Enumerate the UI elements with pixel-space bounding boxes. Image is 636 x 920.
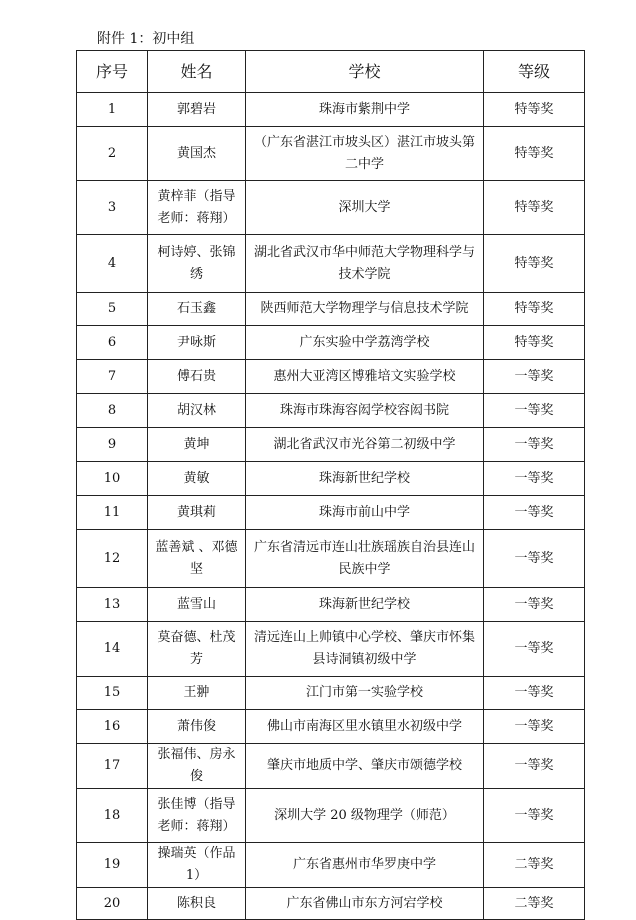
table-row [77, 710, 585, 744]
cell-name: 王翀 [148, 677, 246, 710]
table-row [77, 843, 585, 888]
cell-no: 8 [77, 394, 148, 428]
cell-school: 珠海市紫荆中学 [246, 93, 484, 127]
cell-level: 特等奖 [484, 235, 585, 293]
cell-level: 特等奖 [484, 127, 585, 181]
cell-no: 10 [77, 462, 148, 496]
table-row [77, 93, 585, 127]
header-school: 学校 [246, 51, 484, 93]
cell-school: （广东省湛江市坡头区）湛江市坡头第二中学 [246, 127, 484, 181]
cell-level: 一等奖 [484, 622, 585, 677]
header-name: 姓名 [148, 51, 246, 93]
cell-name: 蓝善斌 、邓德坚 [148, 530, 246, 588]
cell-school: 广东省佛山市东方河宕学校 [246, 888, 484, 920]
cell-level: 一等奖 [484, 530, 585, 588]
cell-name: 黄敏 [148, 462, 246, 496]
table-row [77, 127, 585, 181]
cell-school: 清远连山上帅镇中心学校、肇庆市怀集县诗洞镇初级中学 [246, 622, 484, 677]
cell-school: 惠州大亚湾区博雅培文实验学校 [246, 360, 484, 394]
table-row [77, 496, 585, 530]
cell-no: 5 [77, 293, 148, 326]
cell-school: 肇庆市地质中学、肇庆市颂德学校 [246, 744, 484, 789]
cell-name: 操瑞英（作品 1） [148, 843, 246, 888]
cell-no: 15 [77, 677, 148, 710]
cell-name: 胡汉林 [148, 394, 246, 428]
cell-no: 4 [77, 235, 148, 293]
cell-name: 黄梓菲（指导老师：蒋翔） [148, 181, 246, 235]
table-row [77, 462, 585, 496]
cell-level: 一等奖 [484, 462, 585, 496]
cell-name: 郭碧岩 [148, 93, 246, 127]
cell-no: 14 [77, 622, 148, 677]
cell-level: 一等奖 [484, 394, 585, 428]
cell-level: 一等奖 [484, 744, 585, 789]
header-level: 等级 [484, 51, 585, 93]
cell-name: 莫奋德、杜茂芳 [148, 622, 246, 677]
cell-level: 一等奖 [484, 710, 585, 744]
table-row [77, 622, 585, 677]
cell-level: 二等奖 [484, 888, 585, 920]
cell-level: 一等奖 [484, 428, 585, 462]
cell-level: 一等奖 [484, 496, 585, 530]
cell-school: 佛山市南海区里水镇里水初级中学 [246, 710, 484, 744]
cell-school: 广东省清远市连山壮族瑶族自治县连山民族中学 [246, 530, 484, 588]
cell-level: 特等奖 [484, 181, 585, 235]
cell-no: 1 [77, 93, 148, 127]
cell-level: 特等奖 [484, 93, 585, 127]
cell-school: 深圳大学 20 级物理学（师范） [246, 789, 484, 843]
cell-no: 20 [77, 888, 148, 920]
cell-school: 江门市第一实验学校 [246, 677, 484, 710]
cell-level: 一等奖 [484, 588, 585, 622]
cell-level: 一等奖 [484, 360, 585, 394]
cell-school: 深圳大学 [246, 181, 484, 235]
table-row [77, 428, 585, 462]
table-row [77, 888, 585, 920]
table-row [77, 360, 585, 394]
cell-name: 张佳博（指导老师：蒋翔） [148, 789, 246, 843]
cell-name: 陈积良 [148, 888, 246, 920]
cell-no: 6 [77, 326, 148, 360]
cell-school: 湖北省武汉市华中师范大学物理科学与技术学院 [246, 235, 484, 293]
cell-level: 二等奖 [484, 843, 585, 888]
awards-table [76, 50, 585, 920]
cell-name: 黄琪莉 [148, 496, 246, 530]
header-no: 序号 [77, 51, 148, 93]
cell-school: 珠海市珠海容闳学校容闳书院 [246, 394, 484, 428]
table-row [77, 588, 585, 622]
cell-level: 特等奖 [484, 326, 585, 360]
cell-name: 石玉鑫 [148, 293, 246, 326]
cell-name: 萧伟俊 [148, 710, 246, 744]
cell-no: 19 [77, 843, 148, 888]
cell-name: 黄坤 [148, 428, 246, 462]
cell-name: 傅石贵 [148, 360, 246, 394]
cell-no: 11 [77, 496, 148, 530]
cell-school: 珠海市前山中学 [246, 496, 484, 530]
table-row [77, 677, 585, 710]
table-header-row [77, 51, 585, 93]
cell-name: 张福伟、房永俊 [148, 744, 246, 789]
cell-level: 一等奖 [484, 677, 585, 710]
table-row [77, 530, 585, 588]
cell-no: 7 [77, 360, 148, 394]
table-row [77, 293, 585, 326]
table-row [77, 789, 585, 843]
cell-school: 珠海新世纪学校 [246, 588, 484, 622]
cell-name: 蓝雪山 [148, 588, 246, 622]
cell-name: 黄国杰 [148, 127, 246, 181]
cell-school: 广东省惠州市华罗庚中学 [246, 843, 484, 888]
table-row [77, 326, 585, 360]
table-row [77, 744, 585, 789]
cell-school: 湖北省武汉市光谷第二初级中学 [246, 428, 484, 462]
cell-level: 特等奖 [484, 293, 585, 326]
cell-school: 陕西师范大学物理学与信息技术学院 [246, 293, 484, 326]
table-row [77, 181, 585, 235]
cell-no: 16 [77, 710, 148, 744]
cell-no: 3 [77, 181, 148, 235]
cell-no: 9 [77, 428, 148, 462]
table-row [77, 394, 585, 428]
cell-name: 柯诗婷、张锦绣 [148, 235, 246, 293]
cell-name: 尹咏斯 [148, 326, 246, 360]
table-row [77, 235, 585, 293]
cell-no: 18 [77, 789, 148, 843]
cell-no: 17 [77, 744, 148, 789]
attachment-caption: 附件 1：初中组 [97, 31, 195, 47]
cell-school: 珠海新世纪学校 [246, 462, 484, 496]
cell-no: 12 [77, 530, 148, 588]
cell-no: 2 [77, 127, 148, 181]
cell-school: 广东实验中学荔湾学校 [246, 326, 484, 360]
cell-no: 13 [77, 588, 148, 622]
cell-level: 一等奖 [484, 789, 585, 843]
